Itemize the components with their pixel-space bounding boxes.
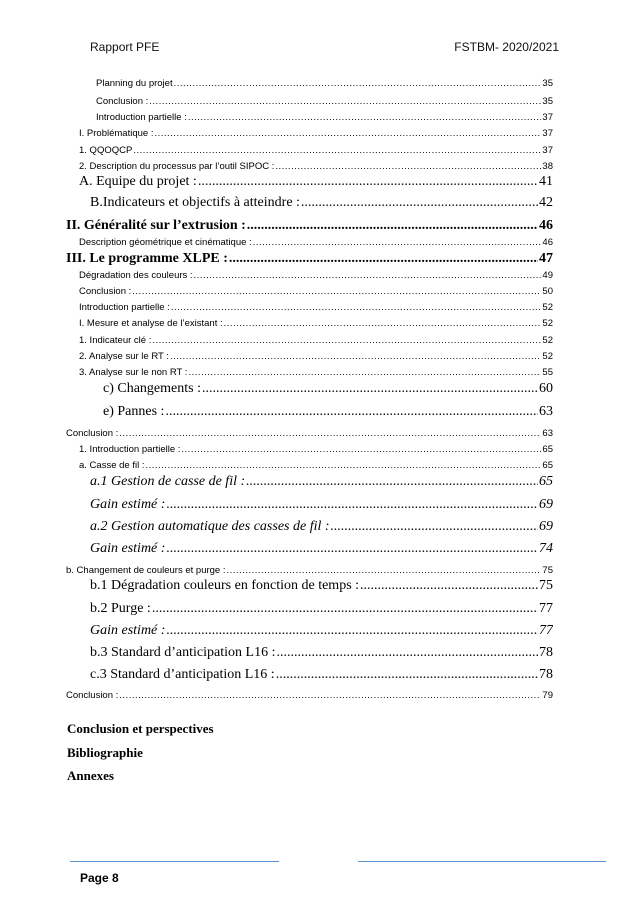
toc-entry[interactable]: Gain estimé : ..... 74 xyxy=(90,541,553,557)
toc-entry[interactable]: b.2 Purge : ..... 77 xyxy=(90,601,553,617)
toc-entry[interactable]: 3. Analyse sur le non RT : ..... 55 xyxy=(79,367,553,378)
toc-entry[interactable]: a.2 Gestion automatique des casses de fil : ..... 69 xyxy=(90,519,553,535)
footer-rule-left xyxy=(70,861,279,862)
toc-entry[interactable]: I. Mesure et analyse de l’existant : ..... 52 xyxy=(79,318,553,329)
footer-rule-right xyxy=(358,861,606,862)
annexes-heading: Annexes xyxy=(67,768,114,783)
toc-entry[interactable]: A. Equipe du projet : ..... 41 xyxy=(79,174,553,190)
toc-entry[interactable]: Conclusion : ..... 35 xyxy=(96,96,553,107)
toc-entry[interactable]: Description géométrique et cinématique : ..... 46 xyxy=(79,237,553,248)
toc-entry[interactable]: Conclusion : ..... 63 xyxy=(66,428,553,439)
toc-entry[interactable]: 2. Description du processus par l’outil SIPOC : ..... 38 xyxy=(79,161,553,172)
header-left: Rapport PFE xyxy=(90,40,160,54)
toc-entry[interactable]: Introduction partielle : ..... 52 xyxy=(79,302,553,313)
toc-entry[interactable]: B.Indicateurs et objectifs à atteindre : ..... 42 xyxy=(90,195,553,211)
toc-entry[interactable]: b.3 Standard d’anticipation L16 : ..... 78 xyxy=(90,645,553,661)
toc-entry[interactable]: III. Le programme XLPE : ..... 47 xyxy=(66,251,553,267)
toc-entry[interactable]: Gain estimé : ..... 69 xyxy=(90,497,553,513)
toc-entry[interactable]: c.3 Standard d’anticipation L16 : ..... 78 xyxy=(90,667,553,683)
toc-entry[interactable]: b.1 Dégradation couleurs en fonction de temps : ..... 75 xyxy=(90,578,553,594)
toc-entry[interactable]: Conclusion : ..... 50 xyxy=(79,286,553,297)
page-number: Page 8 xyxy=(80,871,119,885)
toc-entry[interactable]: 1. Introduction partielle : ..... 65 xyxy=(79,444,553,455)
toc-entry[interactable]: a.1 Gestion de casse de fil : ..... 65 xyxy=(90,474,553,490)
toc-entry[interactable]: a. Casse de fil : ..... 65 xyxy=(79,460,553,471)
toc-entry[interactable]: Planning du projet ..... 35 xyxy=(96,78,553,89)
toc-entry[interactable]: 2. Analyse sur le RT : ..... 52 xyxy=(79,351,553,362)
toc-entry[interactable]: Gain estimé : ..... 77 xyxy=(90,623,553,639)
toc-entry[interactable]: Conclusion : ..... 79 xyxy=(66,690,553,701)
toc-entry[interactable]: II. Généralité sur l’extrusion : ..... 46 xyxy=(66,218,553,234)
toc-entry[interactable]: Introduction partielle : ..... 37 xyxy=(96,112,553,123)
header-right: FSTBM- 2020/2021 xyxy=(454,40,559,54)
bibliographie-heading: Bibliographie xyxy=(67,745,143,760)
conclusion-perspectives-heading: Conclusion et perspectives xyxy=(67,721,214,736)
toc-entry[interactable]: 1. Indicateur clé : ..... 52 xyxy=(79,335,553,346)
toc-entry[interactable]: Dégradation des couleurs : ..... 49 xyxy=(79,270,553,281)
toc-entry[interactable]: b. Changement de couleurs et purge : ..... 75 xyxy=(66,565,553,576)
toc-entry[interactable]: I. Problématique : ..... 37 xyxy=(79,128,553,139)
toc-entry[interactable]: 1. QQOQCP ..... 37 xyxy=(79,145,553,156)
toc-entry[interactable]: e) Pannes : ..... 63 xyxy=(103,404,553,420)
toc-entry[interactable]: c) Changements : ..... 60 xyxy=(103,381,553,397)
